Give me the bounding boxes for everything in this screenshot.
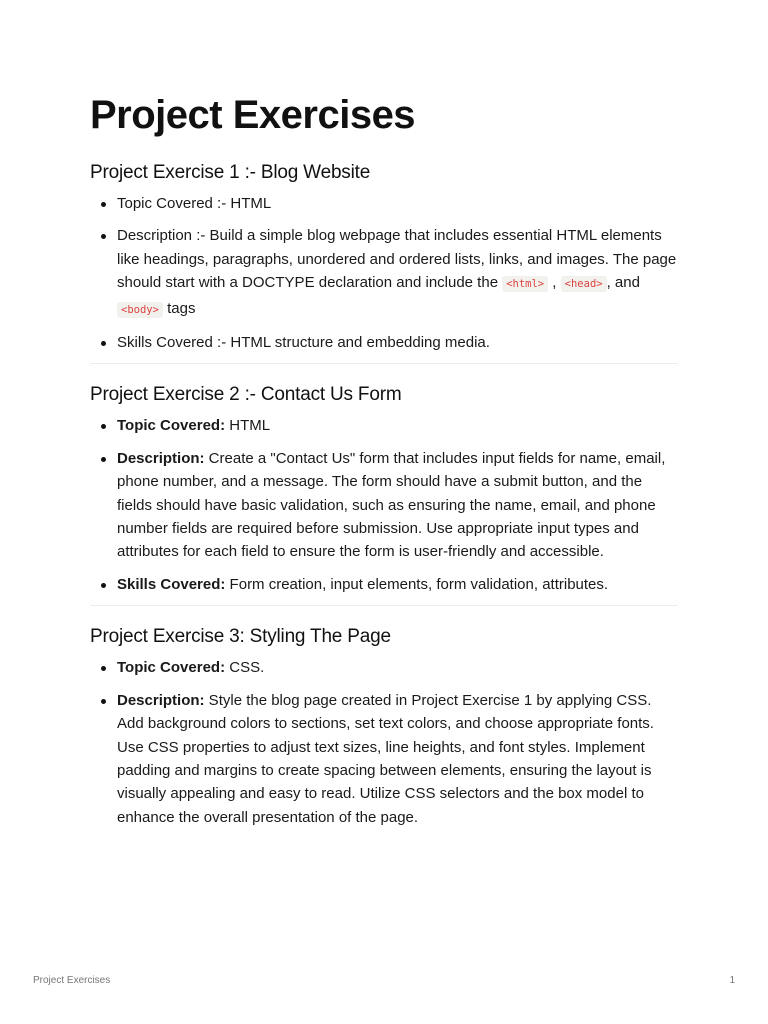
section-heading: Project Exercise 1 :- Blog Website [90,162,371,183]
bullet-list [90,192,678,354]
list-item [117,689,678,829]
section-exercise-1 [90,160,678,354]
bullet-list [90,656,678,829]
item-label: Topic Covered: [117,417,226,435]
list-item [117,656,678,679]
separator-text: , [548,274,561,292]
list-item [117,573,678,596]
list-item [117,192,678,215]
item-text: Description :- Build a simple blog webpage that includes essential HTML elements like headings, paragraphs, unordered and ordered lists, links, and images. The page should start with a DOCTYPE declaration and include the [117,227,677,292]
item-label: Description: [117,449,205,467]
item-label: Skills Covered: [117,575,226,593]
footer-title: Project Exercises [33,975,111,986]
item-label: Description: [117,691,205,709]
page-number: 1 [729,975,735,986]
section-heading: Project Exercise 3: Styling The Page [90,626,391,648]
page-title: Project Exercises [90,93,416,137]
bullet-list [90,414,678,596]
section-heading: Project Exercise 2 :- Contact Us Form [90,384,402,406]
item-text: Skills Covered :- HTML structure and embedding media. [117,334,490,352]
separator-text: , and [606,274,640,292]
divider [90,363,678,364]
divider [90,605,678,606]
item-text: Topic Covered :- HTML [117,195,272,212]
code-head-tag: <head> [561,276,607,292]
item-text: Create a "Contact Us" form that includes input fields for name, email, phone number, and a message. The form should have a submit button, and the fields should have basic validation, such as ensuring the name, email, and phone number fields are required before submission. Use appropriate input types and attributes for each field to ensure the form is user-friendly and accessible. [117,449,666,561]
list-item [117,414,678,437]
section-exercise-3 [90,624,678,829]
list-item [117,224,678,322]
code-body-tag: <body> [117,302,163,318]
item-text: HTML [225,417,271,435]
item-text: Form creation, input elements, form validation, attributes. [225,575,609,593]
item-text: Style the blog page created in Project Exercise 1 by applying CSS. Add background colors to sections, set text colors, and choose appropriate fonts. Use CSS properties to adjust text sizes, line heights, and font styles. Implement padding and margins to create spacing between elements, ensuring the layout is visually appealing and easy to read. Utilize CSS selectors and the box model to enhance the overall presentation of the page. [117,691,654,826]
item-text: tags [162,299,196,317]
item-text: CSS. [225,659,265,677]
code-html-tag: <html> [502,276,548,292]
document-body [90,90,678,838]
list-item [117,447,678,564]
section-exercise-2 [90,382,678,596]
list-item [117,331,678,354]
item-label: Topic Covered: [117,659,226,677]
